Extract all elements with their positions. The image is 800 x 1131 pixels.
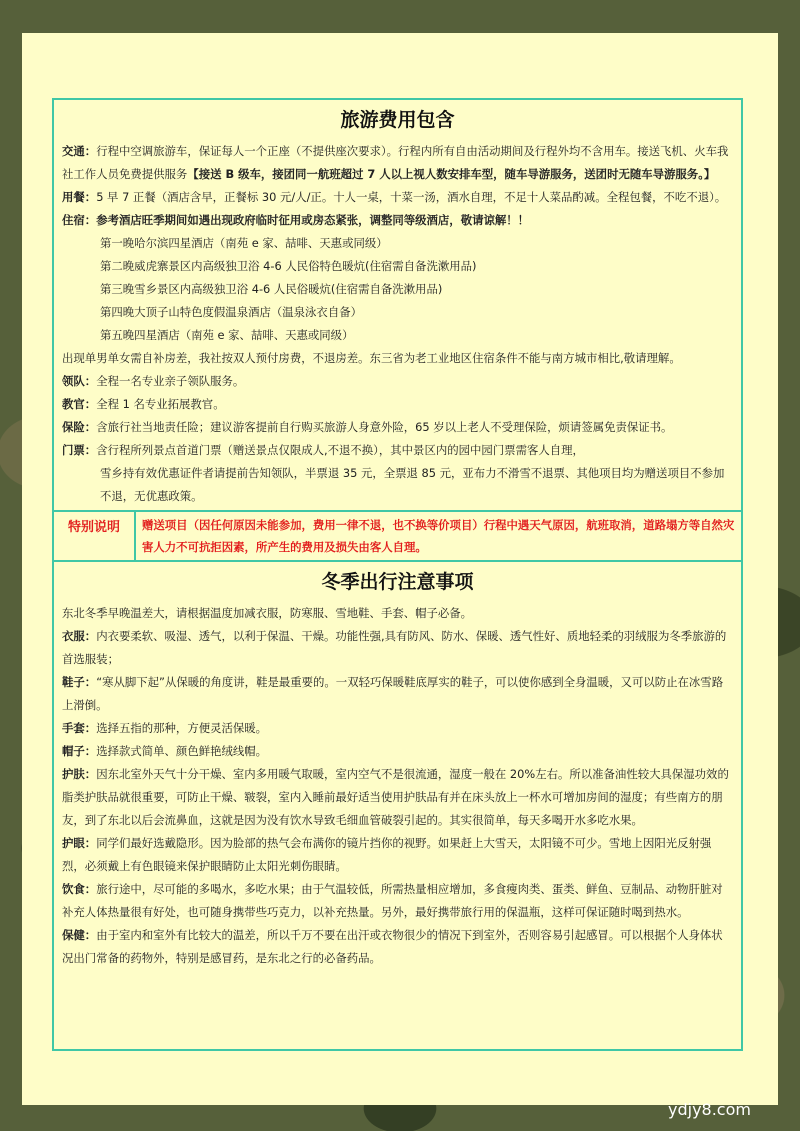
paper-sheet <box>22 33 778 1105</box>
hat-row <box>62 740 733 763</box>
guide-text: 全程一名专业亲子领队服务。 <box>96 374 245 388</box>
special-note <box>54 510 741 562</box>
hotel-night-4: 第四晚大顶子山特色度假温泉酒店（温泉泳衣自备） <box>100 305 362 319</box>
winter-content <box>54 602 741 970</box>
gloves-label: 手套： <box>62 721 97 735</box>
coach-label: 教官： <box>62 397 97 411</box>
hotel-night-2: 第二晚威虎寨景区内高级独卫浴 4-6 人民俗特色暖炕(住宿需自备洗漱用品) <box>100 259 477 273</box>
insurance-label: 保险： <box>62 420 97 434</box>
eyes-row <box>62 832 733 878</box>
coach-row <box>62 393 733 416</box>
hotel-note: 出现单男单女需自补房差，我社按双人预付房费，不退房差。东三省为老工业地区住宿条件不能与南方城市相比,敬请理解。 <box>62 351 681 365</box>
section-title-winter: 冬季出行注意事项 <box>321 571 474 593</box>
hotel-row <box>62 209 733 232</box>
hotel-night-1: 第一晚哈尔滨四星酒店（南苑 e 家、喆啡、天惠或同级） <box>100 236 388 250</box>
tickets-row <box>62 439 733 462</box>
hat-text: 选择款式简单、颜色鲜艳绒线帽。 <box>96 744 268 758</box>
insurance-row <box>62 416 733 439</box>
coach-text: 全程 1 名专业拓展教官。 <box>96 397 225 411</box>
eyes-label: 护眼： <box>62 836 97 850</box>
hotel-bold: 参考酒店旺季期间如遇出现政府临时征用或房态紧张，调整同等级酒店，敬请谅解！！ <box>96 213 530 227</box>
guide-label: 领队： <box>62 374 97 388</box>
info-box <box>52 98 743 1051</box>
diet-row <box>62 878 733 924</box>
meal-row <box>62 186 733 209</box>
special-label: 特别说明 <box>54 512 136 560</box>
transport-row <box>62 140 733 186</box>
meal-text: 5 早 7 正餐（酒店含早，正餐标 30 元/人/正。十人一桌，十菜一汤，酒水自理，不足十人菜品酌减。全程包餐，不吃不退）。 <box>96 190 727 204</box>
shoes-row <box>62 671 733 717</box>
transport-label: 交通： <box>62 144 97 158</box>
hotel-label: 住宿： <box>62 213 97 227</box>
skin-text: 因东北室外天气十分干燥、室内多用暖气取暖，室内空气不是很流通，湿度一般在 20%左右。所以准备油性较大具保湿功效的脂类护肤品就很重要，可防止干燥、皲裂，室内入睡前最好适当使用护肤品有并在床头放上一杯水可增加房间的湿度；有些南方的朋友，到了东北以后会流鼻血，这就是因为没有饮水导致毛细血管破裂引起的。其实很简单，每天多喝开水多吃水果。 <box>62 767 729 827</box>
eyes-text: 同学们最好选戴隐形。因为脸部的热气会布满你的镜片挡你的视野。如果赶上大雪天，太阳镜不可少。雪地上因阳光反射强烈，必须戴上有色眼镜来保护眼睛防止太阳光刺伤眼睛。 <box>62 836 712 873</box>
health-row <box>62 924 733 970</box>
watermark: ydjy8.com <box>668 1100 751 1119</box>
winter-intro: 东北冬季早晚温差大，请根据温度加减衣服，防寒服、雪地鞋、手套、帽子必备。 <box>62 606 473 620</box>
section-title-fees: 旅游费用包含 <box>340 109 455 131</box>
tickets-label: 门票： <box>62 443 97 457</box>
tickets-line2: 雪乡持有效优惠证件者请提前告知领队，半票退 35 元，全票退 85 元，亚布力不滑雪不退票、其他项目均为赠送项目不参加不退，无优惠政策。 <box>100 466 725 503</box>
fees-content <box>54 140 741 508</box>
tickets-line1: 含行程所列景点首道门票（赠送景点仅限成人,不退不换），其中景区内的园中园门票需客人自理， <box>96 443 584 457</box>
health-label: 保健： <box>62 928 97 942</box>
shoes-label: 鞋子： <box>62 675 97 689</box>
transport-bold: 【接送 B 级车，接团同一航班超过 7 人以上视人数安排车型，随车导游服务，送团时无随车导游服务。】 <box>187 167 716 181</box>
clothes-row <box>62 625 733 671</box>
gloves-text: 选择五指的那种，方便灵活保暖。 <box>96 721 268 735</box>
hotel-night-3: 第三晚雪乡景区内高级独卫浴 4-6 人民俗暖炕(住宿需自备洗漱用品) <box>100 282 443 296</box>
clothes-text: 内衣要柔软、吸湿、透气，以利于保温、干燥。功能性强,具有防风、防水、保暖、透气性好、质地轻柔的羽绒服为冬季旅游的首选服装； <box>62 629 727 666</box>
gloves-row <box>62 717 733 740</box>
meal-label: 用餐： <box>62 190 97 204</box>
insurance-text: 含旅行社当地责任险；建议游客提前自行购买旅游人身意外险，65 岁以上老人不受理保险，烦请签属免责保证书。 <box>96 420 673 434</box>
hat-label: 帽子： <box>62 744 97 758</box>
skin-row <box>62 763 733 832</box>
health-text: 由于室内和室外有比较大的温差，所以千万不要在出汗或衣物很少的情况下到室外，否则容易引起感冒。可以根据个人身体状况出门常备的药物外，特别是感冒药，是东北之行的必备药品。 <box>62 928 723 965</box>
shoes-text: “寒从脚下起”从保暖的角度讲，鞋是最重要的。一双轻巧保暖鞋底厚实的鞋子，可以使你感到全身温暖，又可以防止在冰雪路上滑倒。 <box>62 675 724 712</box>
guide-row <box>62 370 733 393</box>
diet-text: 旅行途中，尽可能的多喝水，多吃水果；由于气温较低，所需热量相应增加，多食瘦肉类、蛋类、鲜鱼、豆制品、动物肝脏对补充人体热量很有好处，也可随身携带些巧克力，以补充热量。另外，最好携带旅行用的保温瓶，这样可保证随时喝到热水。 <box>62 882 723 919</box>
skin-label: 护肤： <box>62 767 97 781</box>
diet-label: 饮食： <box>62 882 97 896</box>
hotel-night-5: 第五晚四星酒店（南苑 e 家、喆啡、天惠或同级） <box>100 328 354 342</box>
transport-text: 行程中空调旅游车，保证每人一个正座（不提供座次要求）。行程内所有自由活动期间及行程外均不含用车。接送飞机、火车我社工作人员免费提供服务 <box>62 144 729 181</box>
clothes-label: 衣服： <box>62 629 97 643</box>
special-text: 赠送项目（因任何原因未能参加，费用一律不退，也不换等价项目）行程中遇天气原因，航班取消，道路塌方等自然灾害人力不可抗拒因素，所产生的费用及损失由客人自理。 <box>142 518 735 554</box>
